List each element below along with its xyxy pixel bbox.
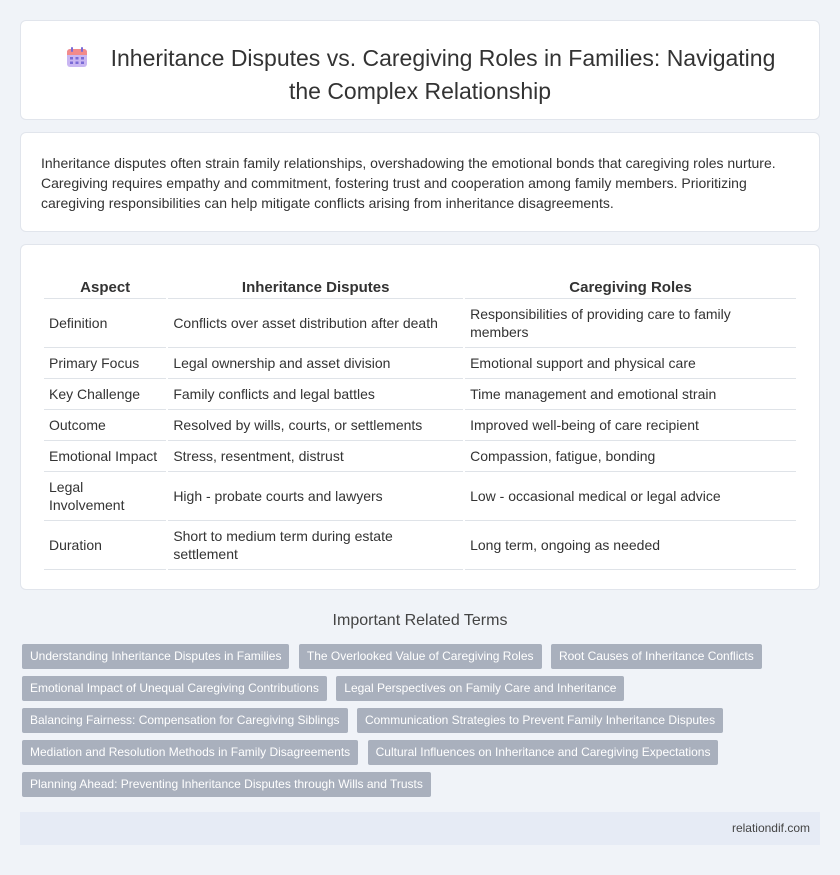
title-line-2: the Complex Relationship <box>288 78 552 104</box>
title-line-1: Inheritance Disputes vs. Caregiving Roles in Families: Navigating <box>110 45 776 71</box>
table-cell: Emotional support and physical care <box>465 348 796 379</box>
related-term-tag[interactable]: Legal Perspectives on Family Care and Inheritance <box>336 676 624 701</box>
table-cell: Compassion, fatigue, bonding <box>465 441 796 472</box>
table-cell: Short to medium term during estate settlement <box>168 521 463 570</box>
intro-paragraph: Inheritance disputes often strain family relationships, overshadowing the emotional bonds that caregiving roles nurture. Caregiving requires empathy and commitment, fostering trust and cooperation among family members. Prioritizing caregiving responsibilities can help mitigate conflicts arising from inheritance disagreements. <box>41 155 776 211</box>
table-cell: Primary Focus <box>44 348 166 379</box>
related-term-tag[interactable]: Cultural Influences on Inheritance and Caregiving Expectations <box>368 740 719 765</box>
table-cell: Legal ownership and asset division <box>168 348 463 379</box>
table-row <box>44 348 796 379</box>
table-cell: Duration <box>44 521 166 570</box>
header-caregiving: Caregiving Roles <box>465 275 796 299</box>
related-terms-title: Important Related Terms <box>332 612 508 629</box>
calendar-icon <box>65 45 89 76</box>
table-cell: Outcome <box>44 410 166 441</box>
intro-card <box>20 132 820 232</box>
related-term-tag[interactable]: Root Causes of Inheritance Conflicts <box>551 644 762 669</box>
related-term-tag[interactable]: The Overlooked Value of Caregiving Roles <box>299 644 542 669</box>
table-cell: Responsibilities of providing care to family members <box>465 299 796 348</box>
related-term-tag[interactable]: Balancing Fairness: Compensation for Caregiving Siblings <box>22 708 348 733</box>
table-cell: Definition <box>44 299 166 348</box>
title-card <box>20 20 820 120</box>
table-cell: Emotional Impact <box>44 441 166 472</box>
table-header-row <box>44 275 796 299</box>
related-term-tag[interactable]: Emotional Impact of Unequal Caregiving Contributions <box>22 676 327 701</box>
table-cell: Key Challenge <box>44 379 166 410</box>
table-cell: Legal Involvement <box>44 472 166 521</box>
table-row <box>44 521 796 570</box>
related-term-tag[interactable]: Planning Ahead: Preventing Inheritance Disputes through Wills and Trusts <box>22 772 431 797</box>
header-inheritance: Inheritance Disputes <box>168 275 463 299</box>
table-row <box>44 410 796 441</box>
table-row <box>44 472 796 521</box>
table-cell: Low - occasional medical or legal advice <box>465 472 796 521</box>
page-title <box>21 43 819 106</box>
table-cell: Long term, ongoing as needed <box>465 521 796 570</box>
table-row <box>44 441 796 472</box>
table-cell: Improved well-being of care recipient <box>465 410 796 441</box>
table-cell: Family conflicts and legal battles <box>168 379 463 410</box>
related-term-tag[interactable]: Mediation and Resolution Methods in Family Disagreements <box>22 740 358 765</box>
related-term-tag[interactable]: Communication Strategies to Prevent Family Inheritance Disputes <box>357 708 723 733</box>
related-term-tag[interactable]: Understanding Inheritance Disputes in Families <box>22 644 289 669</box>
table-row <box>44 299 796 348</box>
table-row <box>44 379 796 410</box>
comparison-card <box>20 244 820 590</box>
table-cell: Conflicts over asset distribution after death <box>168 299 463 348</box>
table-cell: Resolved by wills, courts, or settlements <box>168 410 463 441</box>
table-cell: High - probate courts and lawyers <box>168 472 463 521</box>
table-cell: Time management and emotional strain <box>465 379 796 410</box>
footer-site-link[interactable]: relationdif.com <box>731 821 810 835</box>
comparison-table <box>42 275 798 570</box>
footer <box>20 812 820 845</box>
related-terms-list <box>22 644 802 804</box>
table-cell: Stress, resentment, distrust <box>168 441 463 472</box>
header-aspect: Aspect <box>44 275 166 299</box>
